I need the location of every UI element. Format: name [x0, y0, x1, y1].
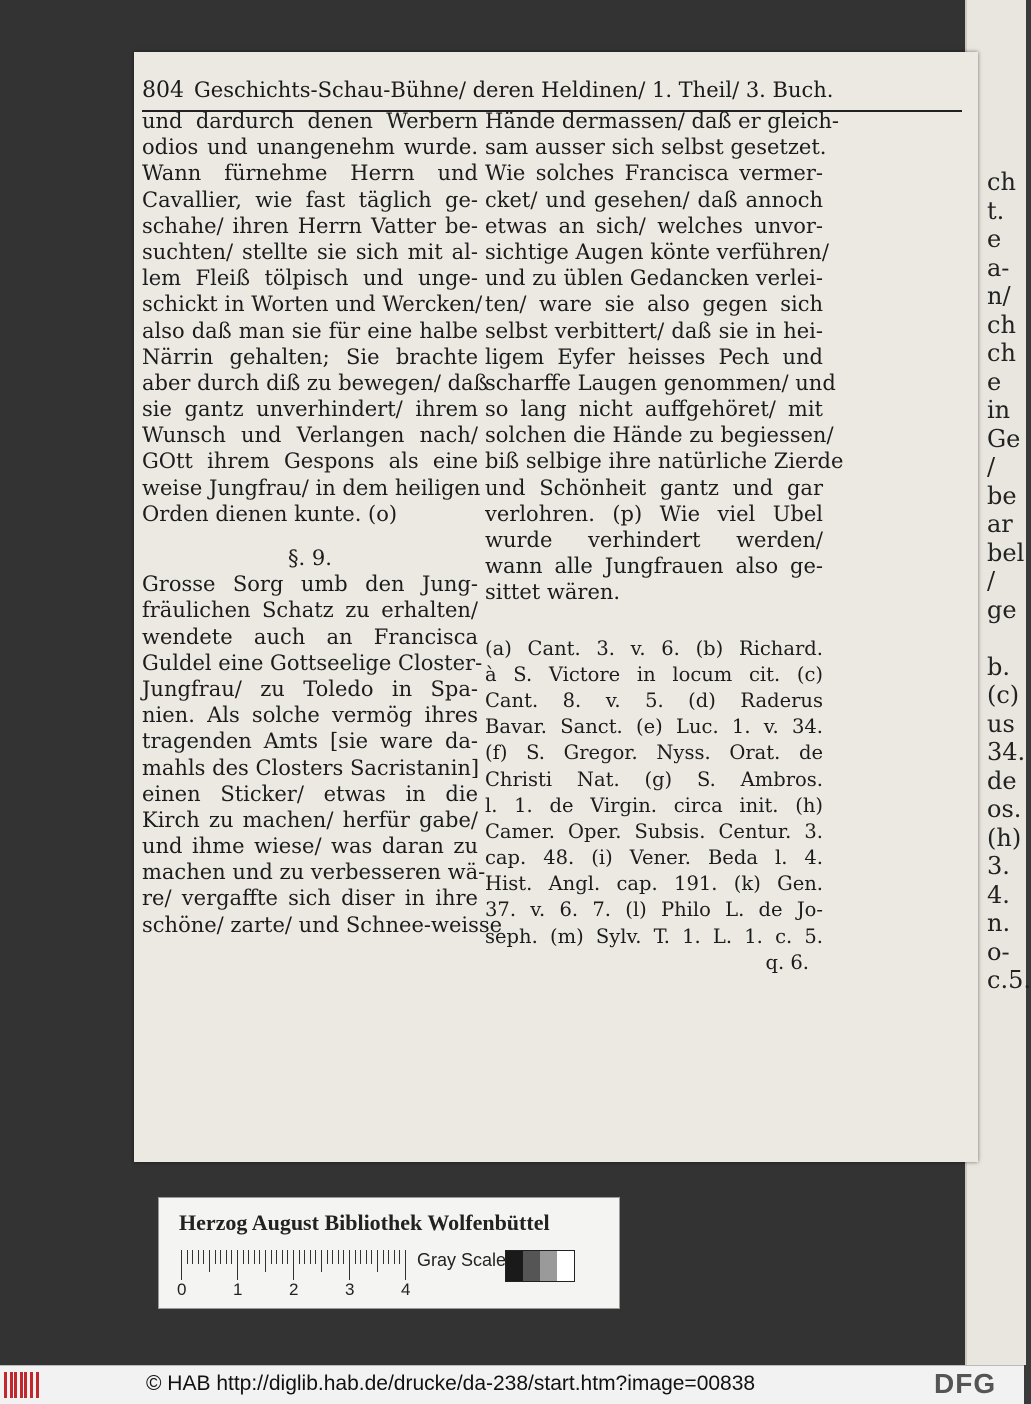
text-line: aber durch diß zu bewegen/ daß	[142, 370, 488, 395]
ruler-tick	[276, 1250, 277, 1264]
adjacent-page-fragment: c.5.	[987, 966, 1031, 994]
ruler-tick	[271, 1250, 272, 1264]
adjacent-page-fragment: o-	[987, 937, 1010, 966]
text-line: Guldel eine Gottseelige Closter-	[142, 650, 483, 675]
ruler-tick	[226, 1250, 227, 1264]
viewer-footer	[0, 1365, 1024, 1404]
logo-bar	[30, 1372, 33, 1398]
ruler-tick	[371, 1250, 372, 1264]
adjacent-page-fragment: ch	[987, 310, 1016, 339]
footnote-line: l. 1. de Virgin. circa init. (h)	[485, 793, 823, 817]
text-line: also daß man sie für eine halbe	[142, 318, 478, 343]
ruler-tick	[299, 1250, 300, 1264]
ruler-tick	[304, 1250, 305, 1264]
adjacent-page-fragment: b.	[987, 652, 1010, 681]
gray-scale-label: Gray Scale	[417, 1250, 507, 1270]
ruler-tick	[220, 1250, 221, 1264]
ruler-tick	[388, 1250, 389, 1264]
footnote-line: seph. (m) Sylv. T. 1. L. 1. c. 5.	[485, 924, 823, 948]
ruler-tick	[243, 1250, 244, 1264]
adjacent-page-fragment: n/	[987, 282, 1011, 310]
adjacent-page-fragment: Ge	[987, 424, 1021, 453]
ruler-tick	[349, 1250, 350, 1280]
text-line: Grosse Sorg umb den Jung-	[142, 572, 478, 597]
library-name: Herzog August Bibliothek Wolfenbüttel	[179, 1210, 550, 1235]
gray-step	[523, 1251, 540, 1281]
text-line: und ihme wiese/ was daran zu	[142, 834, 478, 859]
logo-bar	[24, 1372, 27, 1398]
footer-url[interactable]: © HAB http://diglib.hab.de/drucke/da-238/start.htm?image=00838	[146, 1372, 756, 1395]
ruler-tick	[315, 1250, 316, 1264]
text-line: sichtige Augen könte verführen/	[485, 239, 829, 264]
ruler-tick	[377, 1250, 378, 1272]
ruler-number: 3	[345, 1280, 355, 1299]
footnote-line: Cant. 8. v. 5. (d) Raderus	[485, 688, 823, 712]
ruler-tick	[394, 1250, 395, 1264]
text-line: wann alle Jungfrauen also ge-	[485, 554, 823, 579]
ruler-tick	[321, 1250, 322, 1272]
text-line	[142, 527, 478, 545]
ruler-tick	[366, 1250, 367, 1264]
adjacent-page-fragment: ch	[987, 168, 1016, 196]
text-line: lem Fleiß tölpisch und unge-	[142, 266, 478, 291]
adjacent-page-fragment: 34.	[987, 738, 1026, 766]
left-column	[142, 108, 503, 938]
ruler-number: 1	[233, 1280, 243, 1299]
ruler-tick	[293, 1250, 294, 1280]
text-line: GOtt ihrem Gespons als eine	[142, 449, 478, 474]
ruler-tick	[254, 1250, 255, 1264]
ruler-number: 2	[289, 1280, 299, 1299]
text-line: Jungfrau/ zu Toledo in Spa-	[142, 676, 478, 701]
ruler-tick	[187, 1250, 188, 1264]
logo-bar	[20, 1372, 23, 1398]
footnote-line: 37. v. 6. 7. (l) Philo L. de Jo-	[485, 898, 823, 922]
dfg-logo: DFG	[934, 1368, 997, 1399]
adjacent-page-fragment: be	[987, 481, 1017, 510]
text-line: schickt in Worten und Wercken/	[142, 292, 483, 317]
ruler-tick	[399, 1250, 400, 1264]
text-line: Kirch zu machen/ herfür gabe/	[142, 807, 478, 832]
text-line: machen und zu verbesseren wä-	[142, 860, 486, 885]
text-line: tragenden Amts [sie ware da-	[142, 729, 478, 754]
ruler-tick	[215, 1250, 216, 1264]
adjacent-page-fragment: t.	[987, 196, 1005, 225]
text-line: fräulichen Schatz zu erhalten/	[142, 598, 478, 623]
footnote-line: Christi Nat. (g) S. Ambros.	[485, 767, 823, 791]
adjacent-page-fragment: (h)	[987, 823, 1022, 852]
ruler-tick	[383, 1250, 384, 1264]
ruler-tick	[355, 1250, 356, 1264]
running-title: Geschichts-Schau-Bühne/ deren Heldinen/ 1. Theil/ 3. Buch.	[194, 78, 834, 102]
adjacent-page-fragment: de	[987, 766, 1017, 795]
footnote-line: à S. Victore in locum cit. (c)	[485, 662, 823, 686]
text-line: wurde verhindert werden/	[485, 528, 823, 552]
ruler-tick	[209, 1250, 210, 1272]
logo-bar	[36, 1372, 39, 1398]
adjacent-page-fragment: 3.	[987, 852, 1010, 880]
ruler-tick	[198, 1250, 199, 1264]
text-line: selbst verbittert/ daß sie in hei-	[485, 318, 823, 343]
ruler-tick	[282, 1250, 283, 1264]
text-line: sittet wären.	[485, 580, 621, 605]
adjacent-page-fragment: us	[987, 709, 1015, 738]
text-line: verlohren. (p) Wie viel Ubel	[485, 501, 823, 526]
text-line: und dardurch denen Werbern	[142, 109, 478, 133]
text-line: cket/ und gesehen/ daß annoch	[485, 187, 823, 212]
text-line: einen Sticker/ etwas in die	[142, 781, 478, 806]
text-line: sam ausser sich selbst gesetzet.	[485, 135, 827, 160]
adjacent-page-fragment: ge	[987, 595, 1017, 624]
adjacent-page-fragment: a-	[987, 253, 1010, 282]
adjacent-page-fragment: /	[987, 567, 996, 595]
ruler-tick	[360, 1250, 361, 1264]
text-line: sie gantz unverhindert/ ihrem	[142, 397, 478, 422]
adjacent-page-fragment: ch	[987, 339, 1016, 367]
text-line: schahe/ ihren Herrn Vatter be-	[142, 213, 478, 238]
text-line: mahls des Closters Sacristanin]	[142, 755, 480, 780]
footnote-line: (f) S. Gregor. Nyss. Orat. de	[485, 741, 823, 765]
text-line: solchen die Hände zu begiessen/	[485, 423, 834, 448]
ruler-number: 0	[177, 1280, 187, 1299]
text-line: odios und unangenehm wurde.	[142, 135, 478, 160]
text-line: weise Jungfrau/ in dem heiligen	[142, 475, 481, 500]
adjacent-page-fragment: ar	[987, 510, 1013, 538]
text-line: Orden dienen kunte. (o)	[142, 501, 398, 526]
text-line: Wie solches Francisca vermer-	[485, 161, 823, 186]
adjacent-page-fragment: os.	[987, 795, 1022, 823]
ruler-tick	[310, 1250, 311, 1264]
adjacent-page-fragment: in	[987, 396, 1011, 424]
ruler-tick	[203, 1250, 204, 1264]
adjacent-page-fragment: (c)	[987, 681, 1020, 709]
hab-logo-icon	[4, 1372, 44, 1398]
ruler-tick	[259, 1250, 260, 1264]
gray-step	[540, 1251, 557, 1281]
text-line: so lang nicht auffgehöret/ mit	[485, 397, 823, 422]
logo-bar	[14, 1372, 17, 1398]
gray-scale-strip	[505, 1250, 575, 1282]
text-line: ten/ ware sie also gegen sich	[485, 292, 823, 317]
text-line: ligem Eyfer heisses Pech und	[485, 344, 823, 369]
text-line: scharffe Laugen genommen/ und	[485, 370, 836, 395]
ruler-tick	[181, 1250, 182, 1280]
adjacent-page-fragment: e	[987, 225, 1002, 253]
ruler-tick	[231, 1250, 232, 1264]
text-line: und zu üblen Gedancken verlei-	[485, 266, 823, 291]
ruler-tick	[287, 1250, 288, 1264]
text-line: Wann fürnehme Herrn und	[142, 161, 478, 186]
logo-bar	[4, 1372, 7, 1398]
text-line: und Schönheit gantz und gar	[485, 475, 823, 500]
adjacent-page-fragment: 4.	[987, 880, 1010, 909]
section-heading: §. 9.	[288, 546, 332, 570]
catchword: q. 6.	[765, 950, 809, 974]
adjacent-page-fragment: e	[987, 367, 1002, 396]
ruler-tick	[192, 1250, 193, 1264]
ruler-tick	[332, 1250, 333, 1264]
adjacent-page-fragment: /	[987, 453, 996, 481]
text-line: re/ vergaffte sich diser in ihre	[142, 886, 478, 911]
ruler-tick	[338, 1250, 339, 1264]
text-line: suchten/ stellte sie sich mit al-	[142, 239, 478, 264]
text-line: wendete auch an Francisca	[142, 624, 478, 649]
ruler-tick	[405, 1250, 406, 1280]
footnote-line: Hist. Angl. cap. 191. (k) Gen.	[485, 872, 823, 896]
text-line: schöne/ zarte/ und Schnee-weisse	[142, 912, 503, 937]
gray-step	[557, 1251, 574, 1281]
text-line: Cavallier, wie fast täglich ge-	[142, 187, 478, 212]
ruler-tick	[343, 1250, 344, 1264]
ruler-number: 4	[401, 1280, 411, 1299]
footnote-line: Camer. Oper. Subsis. Centur. 3.	[485, 819, 823, 843]
text-line: nien. Als solche vermög ihres	[142, 703, 478, 728]
ruler-tick	[327, 1250, 328, 1264]
footnote-line: Bavar. Sanct. (e) Luc. 1. v. 34.	[485, 715, 823, 739]
footnote-line: cap. 48. (i) Vener. Beda l. 4.	[485, 846, 823, 870]
ruler-tick	[265, 1250, 266, 1272]
text-line: Wunsch und Verlangen nach/	[142, 423, 478, 448]
footnote-gap	[485, 606, 823, 636]
text-line: biß selbige ihre natürliche Zierde	[485, 449, 844, 474]
adjacent-page-fragment: n.	[987, 909, 1011, 937]
gray-step	[506, 1251, 523, 1281]
library-label	[158, 1197, 620, 1309]
page-number: 804	[142, 78, 184, 103]
scale-ruler	[181, 1250, 409, 1280]
right-column	[485, 108, 844, 976]
text-line: Hände dermassen/ daß er gleich-	[485, 109, 839, 133]
ruler-tick	[248, 1250, 249, 1264]
footnote-line: (a) Cant. 3. v. 6. (b) Richard.	[485, 636, 823, 660]
text-line: Närrin gehalten; Sie brachte	[142, 344, 478, 369]
logo-bar	[10, 1372, 13, 1398]
text-line: etwas an sich/ welches unvor-	[485, 213, 823, 238]
ruler-tick	[237, 1250, 238, 1280]
adjacent-page-fragment: bel	[987, 538, 1025, 567]
